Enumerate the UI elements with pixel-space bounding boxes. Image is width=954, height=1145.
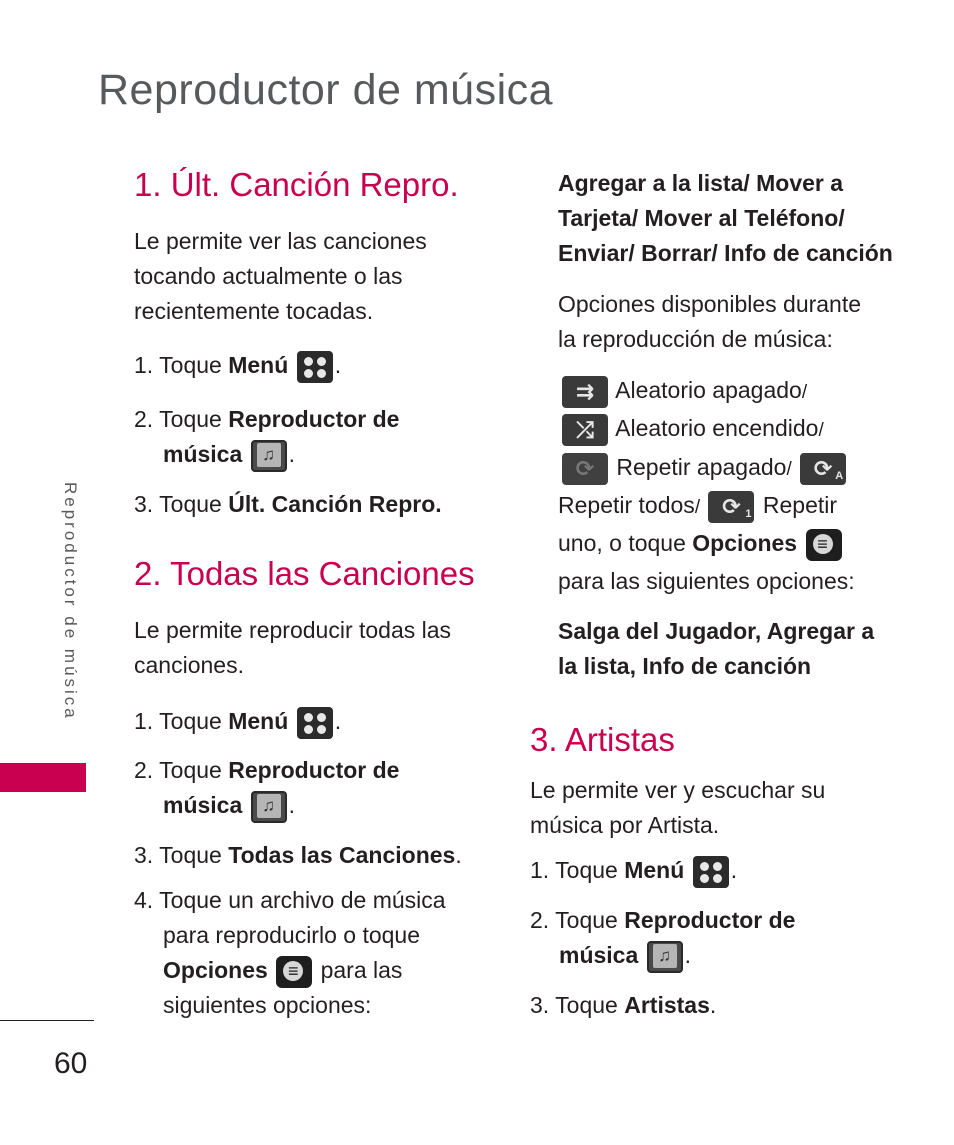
step-text: siguientes opciones:	[163, 992, 372, 1018]
step-number: 3.	[134, 842, 154, 868]
step-text: Toque	[159, 708, 222, 734]
options-list-icon	[806, 529, 842, 561]
menu-grid-icon	[297, 351, 333, 383]
separator: /	[801, 382, 808, 403]
footer-rule	[0, 1020, 94, 1021]
playback-intro-line: la reproducción de música:	[558, 326, 833, 352]
step-number: 2.	[134, 757, 154, 783]
step-text: para reproducirlo o toque	[163, 922, 420, 948]
step-text: Toque	[555, 857, 618, 883]
section1-step-1	[134, 348, 341, 383]
section2-desc-line: canciones.	[134, 652, 244, 678]
punct: .	[288, 792, 296, 818]
punct: .	[334, 352, 342, 378]
menu-label: Menú	[624, 857, 685, 883]
section2-step-2	[134, 753, 399, 823]
player-options-line: la lista, Info de canción	[558, 653, 812, 679]
music-player-label-cont: música	[559, 942, 639, 968]
music-note-icon	[251, 791, 287, 823]
following-options-row	[558, 564, 855, 599]
step-number: 1.	[134, 352, 154, 378]
section3-desc-line: Le permite ver y escuchar su	[530, 777, 826, 803]
shuffle-off-row	[560, 373, 807, 410]
shuffle-off-label: Aleatorio apagado	[615, 377, 802, 403]
repeat-all-icon: ⟳ A	[800, 453, 846, 485]
music-note-icon	[647, 941, 683, 973]
punct: .	[288, 441, 296, 467]
separator: /	[786, 459, 792, 480]
music-note-icon	[251, 440, 287, 472]
song-options-line: Agregar a la lista/ Mover a	[558, 170, 844, 196]
menu-grid-icon	[297, 707, 333, 739]
options-row	[558, 526, 844, 561]
repeat-off-row	[560, 450, 848, 487]
repeat-all-label: Repetir todos	[558, 492, 695, 518]
section1-desc-line: recientemente tocadas.	[134, 298, 374, 324]
song-options-line: Enviar/ Borrar/ Info de canción	[558, 240, 893, 266]
artists-label: Artistas	[624, 992, 710, 1018]
playback-intro-line: Opciones disponibles durante	[558, 291, 862, 317]
section1-step-3	[134, 487, 442, 522]
music-player-label-cont: música	[163, 441, 243, 467]
step-text: Toque	[159, 406, 222, 432]
song-options-list	[558, 166, 893, 271]
shuffle-off-icon: ⇉	[562, 376, 608, 408]
player-options-line: Salga del Jugador, Agregar a	[558, 618, 875, 644]
page-title: Reproductor de música	[98, 66, 554, 114]
punct: .	[730, 857, 738, 883]
step-number: 3.	[530, 992, 550, 1018]
last-song-label: Últ. Canción Repro.	[228, 491, 442, 517]
playback-options-intro	[558, 287, 861, 357]
side-section-label: Reproductor de música	[61, 482, 80, 721]
section2-step-1	[134, 704, 341, 739]
section2-desc-line: Le permite reproducir todas las	[134, 617, 452, 643]
shuffle-on-icon: ⤮	[562, 414, 608, 446]
page-number: 60	[54, 1047, 88, 1080]
punct: .	[709, 992, 717, 1018]
step-text: Toque	[159, 842, 222, 868]
step-text: Toque	[555, 992, 618, 1018]
step-number: 3.	[134, 491, 154, 517]
step-number: 2.	[530, 907, 550, 933]
shuffle-on-label: Aleatorio encendido	[615, 415, 819, 441]
section3-step-3	[530, 988, 716, 1023]
options-label: Opciones	[692, 530, 798, 556]
music-player-label: Reproductor de	[228, 757, 400, 783]
section3-heading: 3. Artistas	[530, 721, 675, 758]
step-text: Toque	[159, 491, 222, 517]
step-text: Toque un archivo de música	[159, 887, 446, 913]
step-number: 2.	[134, 406, 154, 432]
repeat-one-icon: ⟳ 1	[708, 491, 754, 523]
punct: .	[684, 942, 692, 968]
all-songs-label: Todas las Canciones	[228, 842, 456, 868]
section2-description	[134, 613, 451, 683]
section1-heading: 1. Últ. Canción Repro.	[134, 166, 459, 203]
shuffle-on-row	[560, 411, 824, 448]
section2-step-3	[134, 838, 462, 873]
section1-desc-line: tocando actualmente o las	[134, 263, 403, 289]
step-text: Toque	[159, 352, 222, 378]
repeat-one-label: Repetir	[762, 492, 838, 518]
step-number: 4.	[134, 887, 154, 913]
music-player-label: Reproductor de	[228, 406, 400, 432]
punct: .	[334, 708, 342, 734]
section1-description	[134, 224, 427, 329]
section3-step-2	[530, 903, 795, 973]
options-list-icon	[276, 956, 312, 988]
separator: /	[694, 497, 701, 518]
section1-desc-line: Le permite ver las canciones	[134, 228, 427, 254]
section3-step-1	[530, 853, 737, 888]
section-tab-marker	[0, 763, 86, 792]
step-number: 1.	[134, 708, 154, 734]
section3-description	[530, 773, 825, 843]
step-text: para las	[320, 957, 403, 983]
step-text: Toque	[159, 757, 222, 783]
repeat-off-icon: ⟳	[562, 453, 608, 485]
separator: /	[818, 420, 824, 441]
music-player-label: Reproductor de	[624, 907, 796, 933]
section2-heading: 2. Todas las Canciones	[134, 555, 475, 592]
punct: .	[455, 842, 462, 868]
song-options-line: Tarjeta/ Mover al Teléfono/	[558, 205, 845, 231]
section3-desc-line: música por Artista.	[530, 812, 720, 838]
menu-label: Menú	[228, 708, 289, 734]
menu-label: Menú	[228, 352, 289, 378]
player-options-list	[558, 614, 874, 684]
section2-step-4	[134, 883, 446, 1023]
repeat-all-row	[558, 488, 837, 525]
following-options-label: para las siguientes opciones:	[558, 568, 855, 594]
repeat-one-label-cont: uno, o toque	[558, 530, 686, 556]
menu-grid-icon	[693, 856, 729, 888]
music-player-label-cont: música	[163, 792, 243, 818]
step-text: Toque	[555, 907, 618, 933]
options-label: Opciones	[163, 957, 268, 983]
repeat-off-label: Repetir apagado	[616, 454, 787, 480]
section1-step-2	[134, 402, 399, 472]
step-number: 1.	[530, 857, 550, 883]
